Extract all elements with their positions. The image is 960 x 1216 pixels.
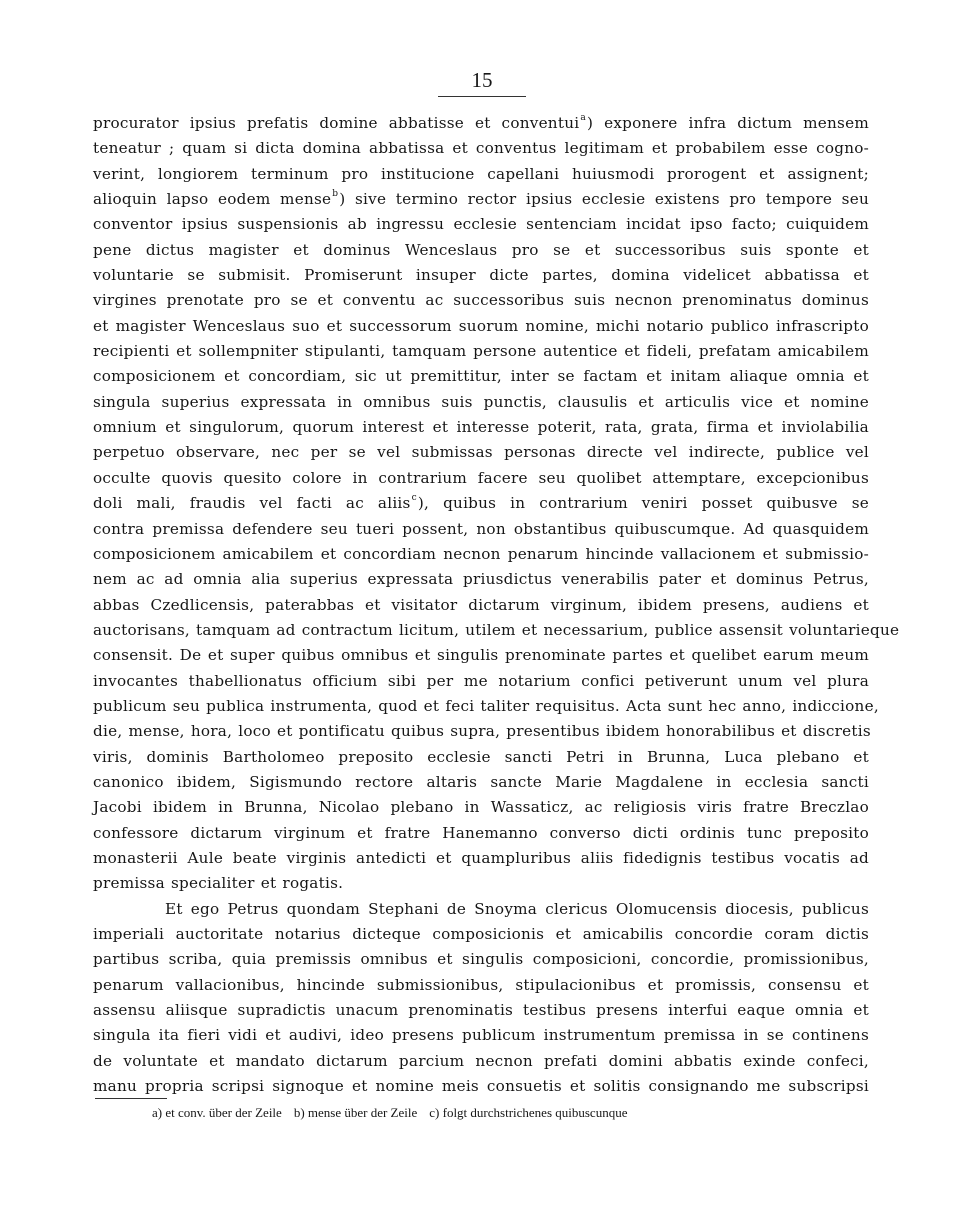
line-text: invocantes thabellionatus officium sibi per me notarium confici petiverunt unum vel plura <box>93 671 869 690</box>
line-text: contra premissa defendere seu tueri possent, non obstantibus quibuscumque. Ad quasquidem <box>93 519 869 538</box>
text-line <box>93 897 869 922</box>
text-line <box>93 973 869 998</box>
text-line <box>93 111 869 136</box>
line-text: verint, longiorem terminum pro institucione capellani huiusmodi prorogent et assignent; <box>93 164 869 183</box>
text-line <box>93 770 869 795</box>
text-line <box>93 339 869 364</box>
text-line <box>93 795 869 820</box>
line-text: virgines prenotate pro se et conventu ac successoribus suis necnon prenominatus dominus <box>93 291 869 310</box>
line-text: die, mense, hora, loco et pontificatu quibus supra, presentibus ibidem honorabilibus et discretis <box>93 722 871 741</box>
line-text: confessore dictarum virginum et fratre Hanemanno converso dicti ordinis tunc preposito <box>93 823 869 842</box>
line-text: canonico ibidem, Sigismundo rectore altaris sancte Marie Magdalene in ecclesia sancti <box>93 772 869 791</box>
line-text: nem ac ad omnia alia superius expressata priusdictus venerabilis pater et dominus Petrus, <box>93 570 869 589</box>
footnote: c) folgt durchstrichenes quibuscunque <box>429 1105 628 1120</box>
text-line <box>93 1049 869 1074</box>
text-line <box>93 263 869 288</box>
line-text-continued: ), quibus in contrarium veniri posset quibusve se <box>417 494 869 513</box>
line-text: procurator ipsius prefatis domine abbatisse et conventui <box>93 114 580 132</box>
line-text: viris, dominis Bartholomeo preposito ecclesie sancti Petri in Brunna, Luca plebano et <box>93 747 869 766</box>
line-text: abbas Czedlicensis, paterabbas et visitator dictarum virginum, ibidem presens, audiens et <box>93 595 869 614</box>
line-text: singula ita fieri vidi et audivi, ideo presens publicum instrumentum premissa in se continens <box>93 1026 869 1045</box>
text-line <box>93 364 869 389</box>
line-text: premissa specialiter et rogatis. <box>93 874 344 893</box>
line-text: Et ego Petrus quondam Stephani de Snoyma clericus Olomucensis diocesis, publicus <box>165 899 869 918</box>
text-line <box>93 745 869 770</box>
text-line <box>93 542 869 567</box>
line-text: consensit. De et super quibus omnibus et singulis prenominate partes et quelibet earum meum <box>93 646 869 665</box>
text-line <box>93 162 869 187</box>
text-line <box>93 567 869 592</box>
text-line <box>93 517 869 542</box>
text-line <box>93 212 869 237</box>
text-line <box>93 288 869 313</box>
text-line <box>93 998 869 1023</box>
text-line <box>93 390 869 415</box>
line-text: monasterii Aule beate virginis antedicti et quampluribus aliis fidedignis testibus vocatis ad <box>93 848 869 867</box>
line-text: manu propria scripsi signoque et nomine meis consuetis et solitis consignando me subscripsi <box>93 1077 869 1096</box>
text-line <box>93 643 869 668</box>
line-text: conventor ipsius suspensionis ab ingressu ecclesie sentenciam incidat ipso facto; cuiquidem <box>93 215 869 234</box>
text-line <box>93 618 900 643</box>
line-text: partibus scriba, quia premissis omnibus et singulis composicioni, concordie, promissionibus, <box>93 950 869 969</box>
text-line <box>93 440 869 465</box>
footnote-marker: b <box>332 189 339 200</box>
line-text-continued: ) sive termino rector ipsius ecclesie existens pro tempore seu <box>339 190 869 209</box>
text-line <box>93 821 869 846</box>
body-text <box>93 111 900 1099</box>
line-text: assensu aliisque supradictis unacum prenominatis testibus presens interfui eaque omnia et <box>93 1001 869 1020</box>
line-text: publicum seu publica instrumenta, quod et feci taliter requisitus. Acta sunt hec anno, indiccione, <box>93 696 879 715</box>
line-text: voluntarie se submisit. Promiserunt insuper dicte partes, domina videlicet abbatissa et <box>93 266 869 285</box>
line-text: doli mali, fraudis vel facti ac aliis <box>93 494 411 513</box>
text-line <box>93 491 869 516</box>
text-line <box>93 466 869 491</box>
text-line <box>93 187 869 212</box>
line-text: Jacobi ibidem in Brunna, Nicolao plebano in Wassaticz, ac religiosis viris fratre Breczlao <box>93 798 869 817</box>
footnote-rule <box>95 1098 167 1099</box>
footnote-marker: a <box>580 113 586 123</box>
text-line <box>93 1074 869 1099</box>
text-line <box>93 871 869 896</box>
page-number-rule <box>438 96 526 97</box>
text-line <box>93 593 869 618</box>
line-text: penarum vallacionibus, hincinde submissionibus, stipulacionibus et promissis, consensu et <box>93 975 869 994</box>
text-line <box>93 846 869 871</box>
line-text: auctorisans, tamquam ad contractum licitum, utilem et necessarium, publice assensit voluntarieque <box>93 620 900 639</box>
text-line <box>93 719 869 744</box>
line-text: composicionem et concordiam, sic ut premittitur, inter se factam et initam aliaque omnia et <box>93 367 869 386</box>
text-line <box>93 694 879 719</box>
text-line <box>93 136 869 161</box>
footnote: a) et conv. über der Zeile <box>152 1105 282 1120</box>
footnote: b) mense über der Zeile <box>293 1105 418 1120</box>
line-text: alioquin lapso eodem mense <box>93 190 332 209</box>
line-text: et magister Wenceslaus suo et successorum suorum nomine, michi notario publico infrascripto <box>93 316 869 335</box>
line-text: imperiali auctoritate notarius dicteque composicionis et amicabilis concordie coram dictis <box>93 925 869 943</box>
line-text: singula superius expressata in omnibus suis punctis, clausulis et articulis vice et nomine <box>93 392 869 411</box>
line-text: pene dictus magister et dominus Wenceslaus pro se et successoribus suis sponte et <box>93 240 869 259</box>
line-text: composicionem amicabilem et concordiam necnon penarum hincinde vallacionem et submissio- <box>93 544 869 563</box>
line-text: de voluntate et mandato dictarum parcium necnon prefati domini abbatis exinde confeci, <box>93 1051 869 1070</box>
text-line <box>93 669 869 694</box>
text-line <box>93 947 869 972</box>
text-line <box>93 314 869 339</box>
line-text: teneatur ; quam si dicta domina abbatissa et conventus legitimam et probabilem esse cogno- <box>93 139 869 158</box>
line-text-continued: ) exponere infra dictum mensem <box>586 114 869 132</box>
footnotes <box>152 1104 639 1122</box>
text-line <box>93 922 869 947</box>
text-line <box>93 238 869 263</box>
line-text: recipienti et sollempniter stipulanti, tamquam persone autentice et fideli, prefatam amicabilem <box>93 342 869 361</box>
line-text: perpetuo observare, nec per se vel submissas personas directe vel indirecte, publice vel <box>93 443 869 462</box>
line-text: omnium et singulorum, quorum interest et interesse poterit, rata, grata, firma et inviolabilia <box>93 418 869 437</box>
footnote-marker: c <box>411 493 417 504</box>
text-line <box>93 415 869 440</box>
page-number: 15 <box>471 68 493 92</box>
line-text: occulte quovis quesito colore in contrarium facere seu quolibet attemptare, excepcionibus <box>93 468 869 487</box>
text-line <box>93 1023 869 1048</box>
